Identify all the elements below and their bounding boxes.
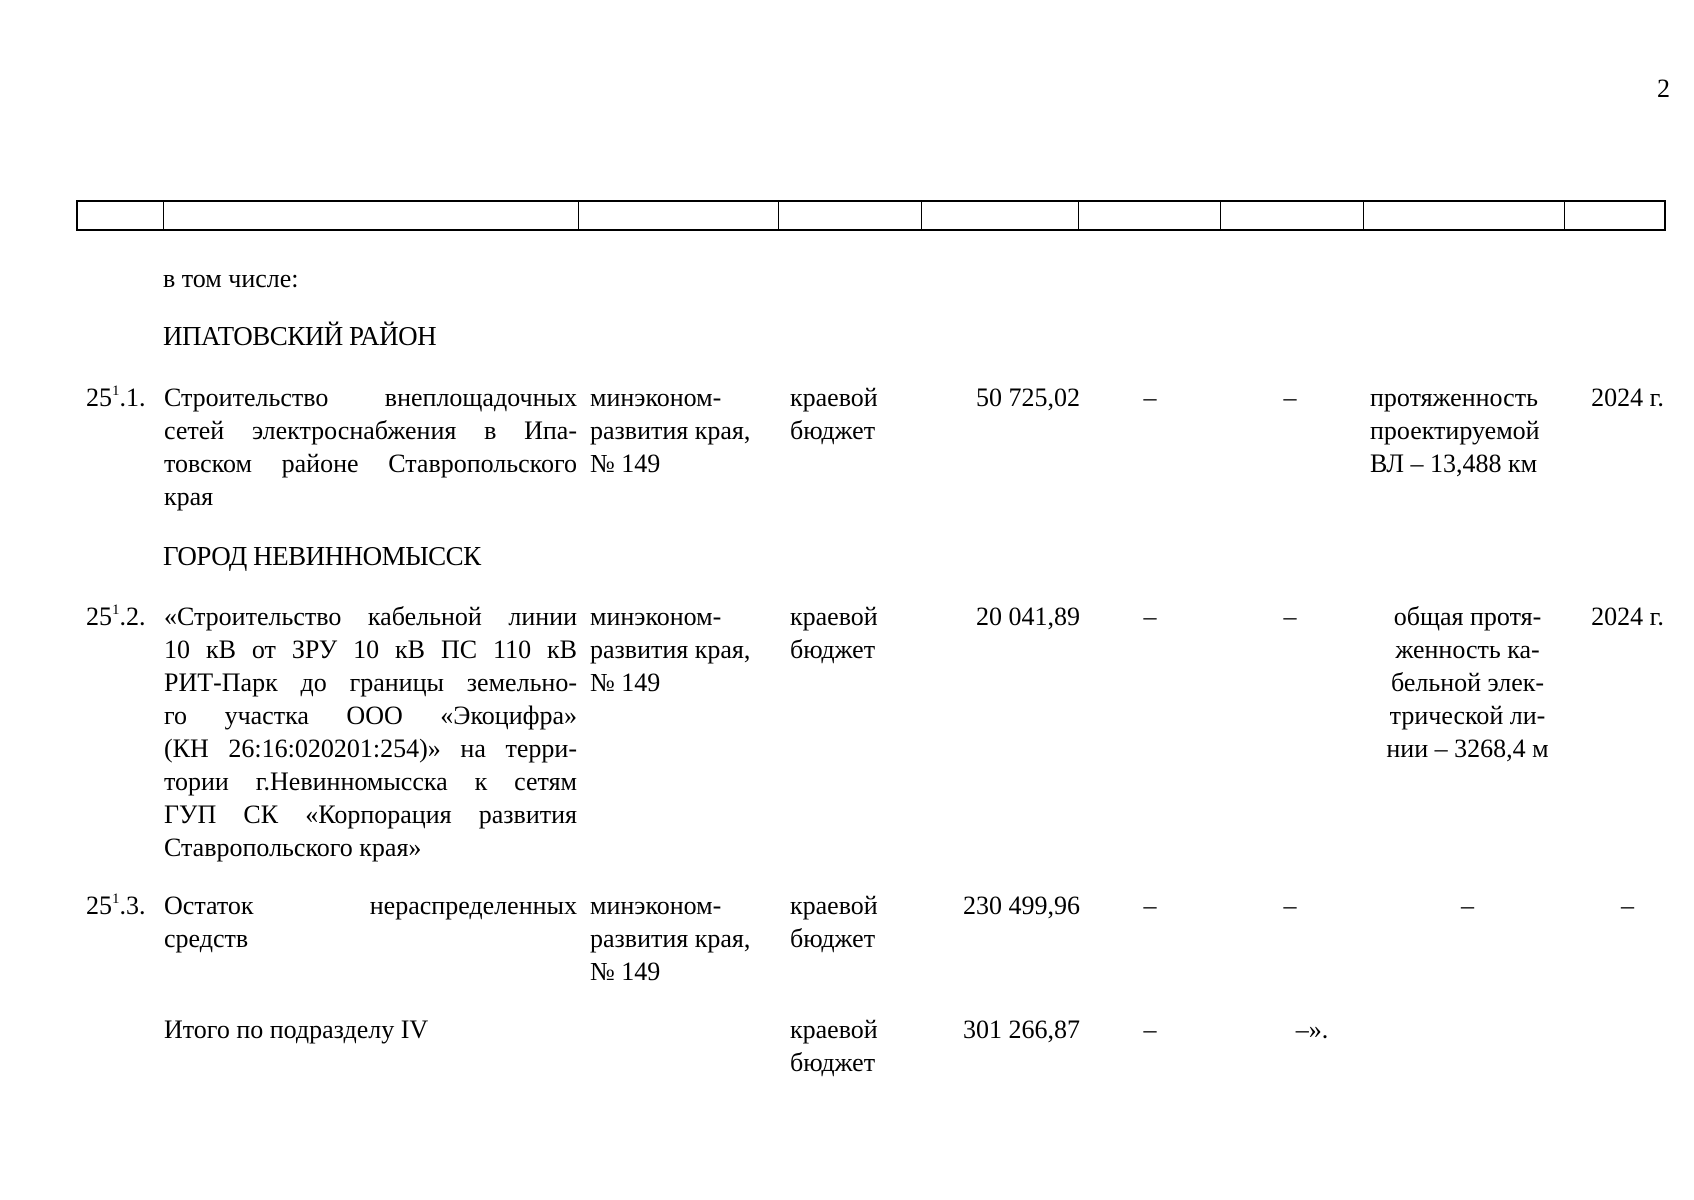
row-number: $25^1.2$. [86,602,146,631]
row-number: $25^1.3$. [86,891,146,920]
header-cell-number [78,202,164,229]
header-cell-responsible [579,202,779,229]
row-responsible: минэконом- развития края, № 149 [590,891,751,986]
header-cell-col7 [1221,202,1364,229]
row-number: $25^1.1$. [86,383,146,412]
row-dash: – [1283,383,1297,412]
page-number: 2 [1657,74,1670,103]
row-year: 2024 г. [1591,602,1664,631]
row-year: – [1621,891,1634,920]
row-dash: – [1143,602,1157,631]
total-dash: –». [1295,1015,1329,1044]
total-label: Итого по подразделу IV [164,1015,429,1044]
total-funding: краевой бюджет [790,1015,878,1077]
row-name: «Строительство кабельной линии 10 кВ от ЗРУ 10 кВ ПС 110 кВ РИТ-Парк до границы земельно- го участка ООО «Экоцифра» (КН 26:16:020201:254)» на терри- тории г.Невинномысска к сетям ГУП СК «Корпорация развития Ставропольского края» [164,602,577,862]
row-name: Остаток нераспределенных средств [164,891,577,953]
header-cell-funding [779,202,922,229]
total-sum: 301 266,87 [963,1015,1080,1044]
row-funding: краевой бюджет [790,891,878,953]
header-cell-col6 [1079,202,1221,229]
intro-label: в том числе: [163,264,299,293]
row-responsible: минэконом- развития края, № 149 [590,602,751,697]
row-sum: 20 041,89 [976,602,1080,631]
row-dash: – [1143,891,1157,920]
row-dash: – [1283,891,1297,920]
row-result: – [1461,891,1474,920]
header-cell-year [1565,202,1664,229]
header-cell-sum [922,202,1079,229]
row-name: Строительство внеплощадочных сетей электроснабжения в Ипа- товском районе Ставропольского края [164,383,577,511]
row-sum: 230 499,96 [963,891,1080,920]
header-cell-name [164,202,579,229]
row-funding: краевой бюджет [790,602,878,664]
row-sum: 50 725,02 [976,383,1080,412]
section-heading: ГОРОД НЕВИННОМЫССК [163,541,481,571]
row-result: общая протя- женность ка- бельной элек- трической ли- нии – 3268,4 м [1386,602,1549,763]
row-funding: краевой бюджет [790,383,878,445]
section-heading: ИПАТОВСКИЙ РАЙОН [163,321,437,351]
row-year: 2024 г. [1591,383,1664,412]
row-dash: – [1143,383,1157,412]
total-dash: – [1143,1015,1157,1044]
table-header-row [76,200,1666,231]
row-result: протяженность проектируемой ВЛ – 13,488 км [1370,383,1540,478]
row-responsible: минэконом- развития края, № 149 [590,383,751,478]
row-dash: – [1283,602,1297,631]
header-cell-result [1364,202,1565,229]
